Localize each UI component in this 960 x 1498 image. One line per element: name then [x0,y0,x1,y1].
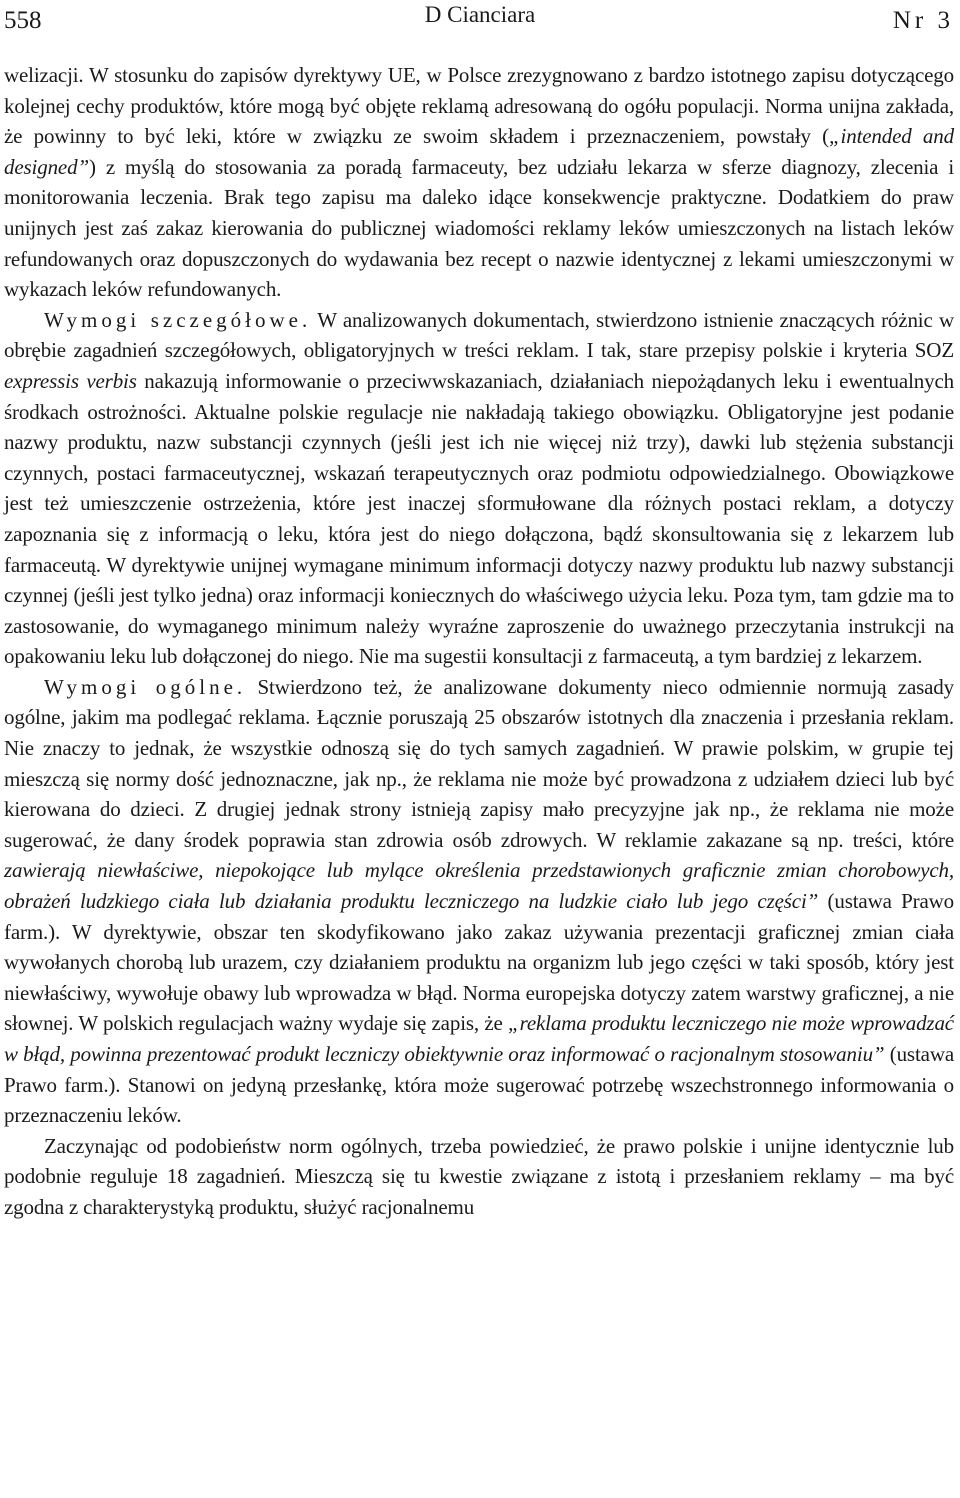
paragraph-3-text-b: (ustawa Prawo farm.). W dyrektywie, obszar ten skodyfikowano jako zakaz używania prezentacji graficznej zmian ciała wywołanych chorobą lub urazem, czy działaniem produktu na organizm lub jego części w taki sposób, który jest niewłaściwy, wywołuje obawy lub wprowadza w błąd. Norma europejska dotyczy zatem warstwy graficznej, a nie słownej. W polskich regulacjach ważny wydaje się zapis, że [4,889,954,1036]
paragraph-3-italic-quote-2: „reklama produktu leczniczego nie może wprowadzać w błąd, powinna prezentować produkt leczniczy obiektywnie oraz informować o racjonalnym stosowaniu” [4,1011,954,1066]
paragraph-1-italic-phrase: „intended and designed” [4,124,954,179]
paragraph-3-text-a: Stwierdzono też, że analizowane dokumenty nieco odmiennie normują zasady ogólne, jakim ma podlegać reklama. Łącznie poruszają 25 obszarów istotnych dla znaczenia i przesłania reklam. Nie znaczy to jednak, że wszystkie odnoszą się do tych samych zagadnień. W prawie polskim, w grupie tej mieszczą się normy dość jednoznaczne, jak np., że reklama nie może być prowadzona z udziałem dzieci lub być kierowana do dzieci. Z drugiej jednak strony istnieją zapisy mało precyzyjne jak np., że reklama nie może sugerować, że dany środek poprawia stan zdrowia osób zdrowych. W reklamie zakazane są np. treści, które [4,674,955,852]
paragraph-4-text: Zaczynając od podobieństw norm ogólnych, trzeba powiedzieć, że prawo polskie i unijne identycznie lub podobnie reguluje 18 zagadnień. Mieszczą się tu kwestie związane z istotą i przesłaniem reklamy – ma być zgodna z charakterystyką produktu, służyć racjonalnemu [4,1133,954,1219]
section-heading-general-requirements: Wymogi ogólne. [44,674,247,699]
paragraph-1-text-b: ) z myślą do stosowania za poradą farmaceuty, bez udziału lekarza w sferze diagnozy, zlecenia i monitorowania leczenia. Brak tego zapisu ma daleko idące konsekwencje praktyczne. Dodatkiem do praw unijnych jest zaś zakaz kierowania do publicznej wiadomości reklamy leków umieszczonych na listach leków refundowanych oraz dopuszczonych do wydawania bez recept o nazwie identycznej z lekami umieszczonymi w wykazach leków refundowanych. [4,154,954,302]
running-head: D Cianciara [424,2,536,27]
paragraph-2 [4,305,954,672]
paragraph-1-text-a: welizacji. W stosunku do zapisów dyrektywy UE, w Polsce zrezygnowano z bardzo istotnego zapisu dotyczącego kolejnej cechy produktów, które mogą być objęte reklamą adresowaną do ogółu populacji. Norma unijna zakłada, że powinny to być leki, które w związku ze swoim składem i przeznaczeniem, powstały ( [4,63,954,149]
article-body [4,60,954,1223]
page-header [0,0,960,40]
paragraph-1 [4,60,954,305]
issue-number: Nr 3 [892,7,954,34]
paragraph-2-italic-phrase: expressis verbis [4,368,137,393]
paragraph-3 [4,672,954,1131]
paragraph-3-text-c: (ustawa Prawo farm.). Stanowi on jedyną przesłankę, która może sugerować potrzebę wszechstronnego informowania o przeznaczeniu leków. [4,1042,954,1128]
paragraph-4 [4,1131,954,1223]
section-heading-detailed-requirements: Wymogi szczegółowe. [44,307,312,332]
page-number: 558 [4,7,42,34]
paragraph-3-italic-quote-1: zawierają niewłaściwe, niepokojące lub mylące określenia przedstawionych graficznie zmian chorobowych, obrażeń ludzkiego ciała lub działania produktu leczniczego na ludzkie ciało lub jego części” [4,858,954,914]
paragraph-2-text-a: W analizowanych dokumentach, stwierdzono istnienie znaczących różnic w obrębie zagadnień szczegółowych, obligatoryjnych w treści reklam. I tak, stare przepisy polskie i kryteria SOZ [4,307,955,363]
paragraph-2-text-b: nakazują informowanie o przeciwwskazaniach, działaniach niepożądanych leku i ewentualnych środkach ostrożności. Aktualne polskie regulacje nie nakładają takiego obowiązku. Obligatoryjne jest podanie nazwy produktu, nazw substancji czynnych (jeśli jest ich nie więcej niż trzy), dawki lub stężenia substancji czynnych, postaci farmaceutycznej, wskazań terapeutycznych oraz podmiotu odpowiedzialnego. Obowiązkowe jest też umieszczenie ostrzeżenia, które jest inaczej sformułowane dla różnych postaci reklam, a dotyczy zapoznania się z informacją o leku, która jest do niego dołączona, bądź skonsultowania się z lekarzem lub farmaceutą. W dyrektywie unijnej wymagane minimum informacji dotyczy nazwy produktu lub nazwy substancji czynnej (jeśli jest tylko jedna) oraz informacji koniecznych do właściwego użycia leku. Poza tym, tam gdzie ma to zastosowanie, do wymaganego minimum należy wyraźne zaproszenie do uważnego przeczytania instrukcji na opakowaniu leku lub dołączonej do niego. Nie ma sugestii konsultacji z farmaceutą, a tym bardziej z lekarzem. [4,368,954,669]
